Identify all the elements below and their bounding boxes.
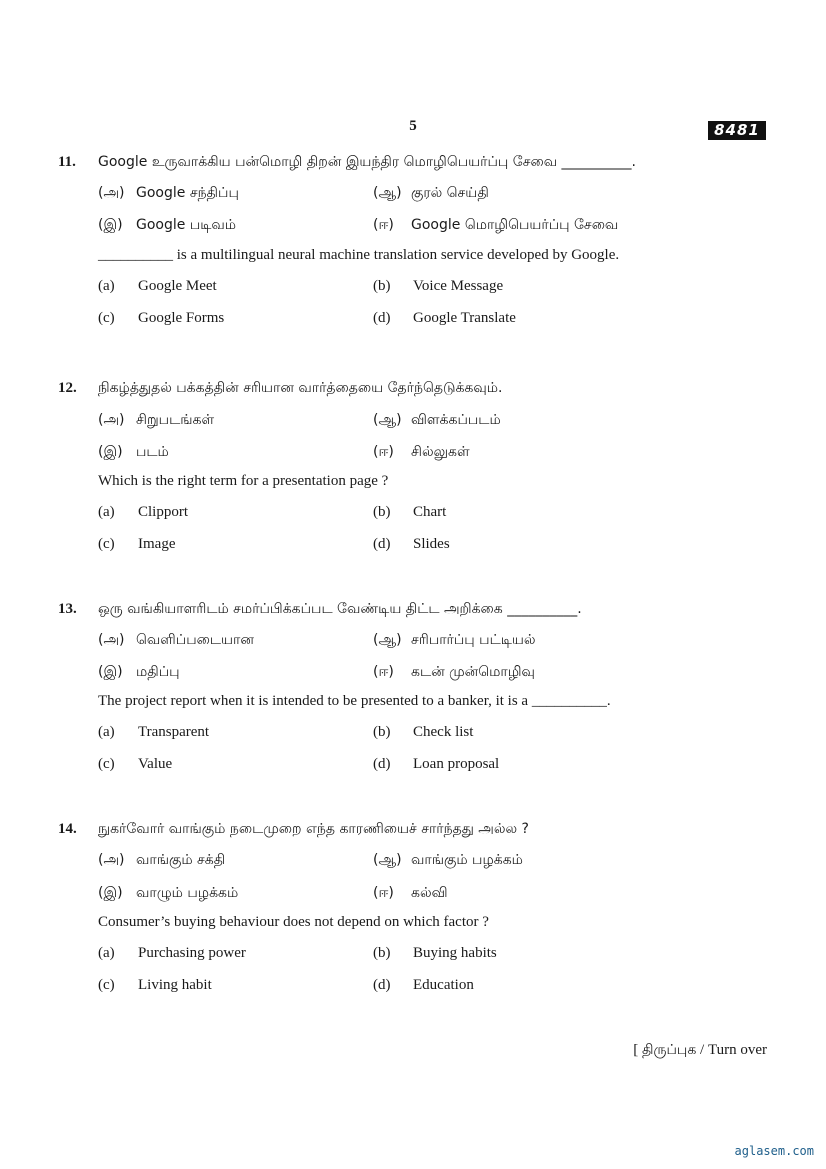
option-text: Google படிவம்: [136, 217, 237, 233]
question-stem-tamil: Google உருவாக்கிய பன்மொழி திறன் இயந்திர மொழிபெயர்ப்பு சேவை __________.: [98, 154, 636, 170]
option-label: (அ): [98, 632, 125, 648]
option-english: [373, 310, 516, 327]
option-english: [373, 977, 474, 994]
question-number: 13.: [58, 601, 77, 617]
paper-code-badge: 8481: [708, 121, 766, 140]
option-tamil: [373, 412, 501, 430]
option-text: Loan proposal: [413, 756, 500, 772]
footer-separator: /: [700, 1042, 705, 1058]
option-label: (b): [373, 278, 391, 294]
option-label: (a): [98, 945, 115, 961]
option-text: குரல் செய்தி: [411, 185, 489, 201]
option-text: மதிப்பு: [136, 664, 180, 680]
option-text: Buying habits: [413, 945, 497, 961]
option-label: (d): [373, 977, 391, 993]
option-tamil: [98, 217, 237, 235]
option-label: (ஆ): [373, 632, 402, 648]
option-label: (a): [98, 278, 115, 294]
option-text: Google Forms: [138, 310, 225, 326]
option-label: (இ): [98, 444, 123, 460]
option-text: Chart: [413, 504, 447, 520]
option-label: (c): [98, 310, 115, 326]
option-text: Check list: [413, 724, 474, 740]
footer-bracket: [: [633, 1042, 639, 1058]
option-text: சரிபார்ப்பு பட்டியல்: [411, 632, 536, 648]
option-label: (b): [373, 945, 391, 961]
footer-english: Turn over: [707, 1042, 767, 1058]
option-text: கடன் முன்மொழிவு: [411, 664, 535, 680]
option-label: (இ): [98, 217, 123, 233]
option-text: சில்லுகள்: [411, 444, 470, 460]
option-label: (ஈ): [373, 444, 394, 460]
option-label: (b): [373, 504, 391, 520]
option-label: (இ): [98, 885, 123, 901]
option-english: [98, 504, 189, 521]
option-text: Education: [413, 977, 474, 993]
option-label: (a): [98, 504, 115, 520]
option-english: [373, 278, 504, 295]
option-english: [373, 756, 500, 773]
option-tamil: [98, 885, 239, 903]
option-english: [373, 724, 474, 741]
option-english: [373, 945, 497, 962]
question-stem-english: Which is the right term for a presentation page ?: [98, 473, 389, 489]
option-tamil: [98, 185, 239, 203]
option-english: [98, 977, 212, 994]
option-english: [373, 536, 450, 553]
option-label: (c): [98, 977, 115, 993]
option-english: [373, 504, 447, 521]
option-text: கல்வி: [411, 885, 448, 901]
question-stem-english: The project report when it is intended to be presented to a banker, it is a __________.: [98, 693, 611, 709]
option-label: (ஈ): [373, 217, 394, 233]
option-text: Purchasing power: [138, 945, 246, 961]
option-text: Value: [138, 756, 173, 772]
option-tamil: [373, 217, 619, 235]
option-tamil: [98, 412, 215, 430]
option-text: வாங்கும் சக்தி: [136, 852, 226, 868]
option-text: Google மொழிபெயர்ப்பு சேவை: [411, 217, 619, 233]
turn-over-note: [633, 1042, 767, 1060]
question-stem-english: __________ is a multilingual neural machine translation service developed by Google.: [98, 247, 620, 263]
page-number: 5: [409, 118, 417, 134]
option-text: Living habit: [138, 977, 212, 993]
option-label: (அ): [98, 412, 125, 428]
option-tamil: [373, 885, 448, 903]
option-label: (b): [373, 724, 391, 740]
option-text: படம்: [136, 444, 169, 460]
option-tamil: [98, 632, 254, 650]
option-label: (ஆ): [373, 852, 402, 868]
option-text: Clipport: [138, 504, 189, 520]
question-number: 12.: [58, 380, 77, 396]
option-label: (c): [98, 536, 115, 552]
question-number: 14.: [58, 821, 77, 837]
question-stem-tamil: நிகழ்த்துதல் பக்கத்தின் சரியான வார்த்தையை தேர்ந்தெடுக்கவும்.: [98, 380, 503, 396]
option-text: வெளிப்படையான: [136, 632, 254, 648]
option-text: வாழும் பழக்கம்: [136, 885, 239, 901]
option-english: [98, 724, 210, 741]
option-tamil: [373, 444, 470, 462]
option-text: Image: [138, 536, 176, 552]
option-tamil: [373, 852, 523, 870]
question-number: 11.: [58, 154, 76, 170]
option-tamil: [373, 632, 536, 650]
option-label: (ஈ): [373, 664, 394, 680]
footer-tamil: திருப்புக: [642, 1042, 697, 1058]
option-label: (a): [98, 724, 115, 740]
option-text: வாங்கும் பழக்கம்: [411, 852, 523, 868]
option-english: [98, 945, 246, 962]
option-tamil: [373, 185, 489, 203]
option-tamil: [98, 664, 180, 682]
option-label: (அ): [98, 185, 125, 201]
option-label: (d): [373, 310, 391, 326]
option-label: (d): [373, 536, 391, 552]
option-label: (அ): [98, 852, 125, 868]
option-tamil: [98, 852, 226, 870]
option-text: Slides: [413, 536, 450, 552]
option-tamil: [373, 664, 535, 682]
question-stem-tamil: ஒரு வங்கியாளரிடம் சமர்ப்பிக்கப்பட வேண்டிய திட்ட அறிக்கை __________.: [98, 601, 582, 617]
option-label: (ஆ): [373, 185, 402, 201]
question-stem-tamil: நுகர்வோர் வாங்கும் நடைமுறை எந்த காரணியைச் சார்ந்தது அல்ல ?: [98, 821, 529, 837]
option-text: Google Translate: [413, 310, 516, 326]
option-text: Transparent: [138, 724, 210, 740]
option-english: [98, 310, 225, 327]
option-label: (ஆ): [373, 412, 402, 428]
option-english: [98, 756, 173, 773]
option-tamil: [98, 444, 169, 462]
option-label: (இ): [98, 664, 123, 680]
question-stem-english: Consumer’s buying behaviour does not depend on which factor ?: [98, 914, 489, 930]
option-english: [98, 536, 176, 553]
option-text: விளக்கப்படம்: [411, 412, 501, 428]
option-text: சிறுபடங்கள்: [136, 412, 215, 428]
option-english: [98, 278, 217, 295]
option-text: Google சந்திப்பு: [136, 185, 239, 201]
option-label: (ஈ): [373, 885, 394, 901]
option-text: Google Meet: [138, 278, 217, 294]
option-text: Voice Message: [413, 278, 504, 294]
watermark: aglasem.com: [734, 1144, 814, 1158]
option-label: (d): [373, 756, 391, 772]
option-label: (c): [98, 756, 115, 772]
